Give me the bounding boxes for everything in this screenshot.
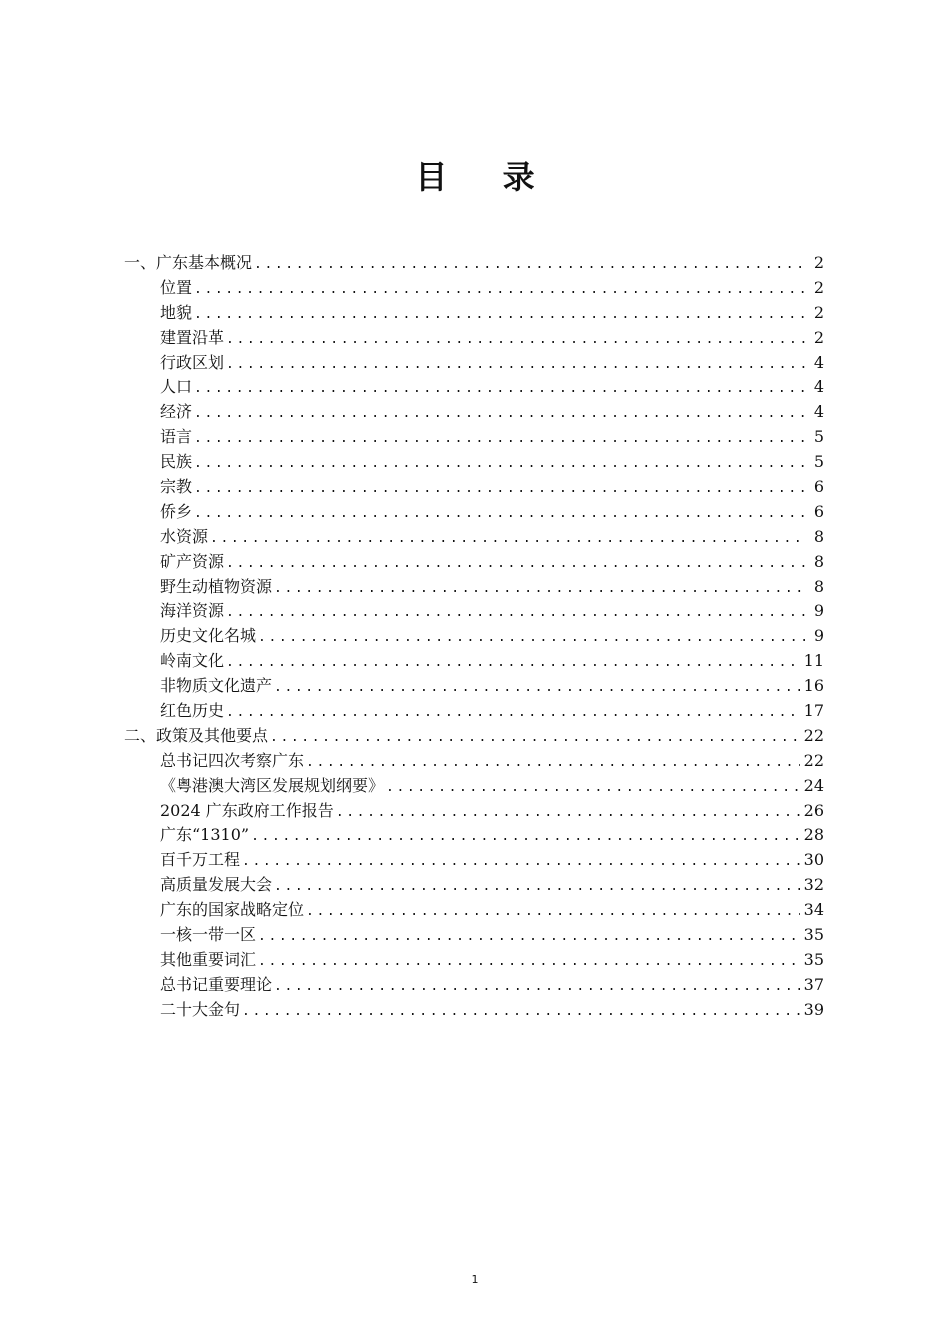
toc-dot-leader [306, 751, 800, 776]
toc-entry[interactable] [124, 500, 824, 525]
page-title: 目 录 [415, 158, 557, 196]
toc-entry-label: 其他重要词汇 [160, 949, 257, 969]
toc-entry[interactable] [124, 873, 824, 898]
toc-entry-label: 总书记四次考察广东 [160, 750, 305, 770]
toc-entry[interactable] [124, 799, 824, 824]
toc-entry-label: 百千万工程 [160, 850, 241, 870]
toc-entry-page: 4 [813, 402, 824, 422]
toc-entry-page: 2 [813, 302, 824, 322]
toc-dot-leader [194, 427, 806, 452]
page-number: 1 [471, 1273, 479, 1286]
toc-dot-leader [258, 626, 806, 651]
toc-entry-label: 海洋资源 [160, 601, 225, 621]
toc-entry[interactable] [124, 400, 824, 425]
toc-entry-label: 行政区划 [160, 352, 225, 372]
toc-entry-label: 二十大金句 [160, 999, 241, 1019]
toc-entry-label: 广东“1310” [160, 825, 250, 845]
toc-entry-page: 24 [803, 775, 824, 795]
toc-entry-page: 22 [803, 750, 824, 770]
toc-dot-leader [258, 925, 800, 950]
toc-entry-page: 17 [803, 701, 824, 721]
toc-entry[interactable] [124, 450, 824, 475]
toc-dot-leader [306, 900, 800, 925]
toc-entry[interactable] [124, 525, 824, 550]
toc-entry-label: 侨乡 [160, 501, 193, 521]
toc-dot-leader [274, 975, 800, 1000]
toc-entry-page: 34 [803, 900, 824, 920]
toc-dot-leader [258, 950, 800, 975]
toc-entry[interactable] [124, 674, 824, 699]
toc-entry-label: 野生动植物资源 [160, 576, 273, 596]
toc-dot-leader [210, 527, 806, 552]
toc-entry[interactable] [124, 898, 824, 923]
toc-entry-label: 人口 [160, 377, 193, 397]
toc-dot-leader [194, 402, 806, 427]
toc-entry-label: 历史文化名城 [160, 626, 257, 646]
toc-entry-page: 8 [813, 551, 824, 571]
toc-entry-page: 28 [803, 825, 824, 845]
toc-entry[interactable] [124, 326, 824, 351]
toc-entry-page: 4 [813, 377, 824, 397]
toc-entry-label: 一、广东基本概况 [124, 253, 253, 272]
toc-dot-leader [226, 701, 800, 726]
toc-entry[interactable] [124, 973, 824, 998]
toc-dot-leader [386, 776, 800, 801]
toc-entry[interactable] [124, 774, 824, 799]
toc-dot-leader [336, 801, 800, 826]
toc-entry-label: 民族 [160, 452, 193, 472]
toc-entry-label: 水资源 [160, 526, 209, 546]
toc-entry-label: 非物质文化遗产 [160, 676, 273, 696]
toc-entry-page: 11 [803, 651, 824, 671]
toc-entry-page: 2 [813, 277, 824, 297]
toc-dot-leader [194, 477, 806, 502]
toc-entry-label: 《粤港澳大湾区发展规划纲要》 [160, 775, 385, 795]
toc-entry-page: 2 [813, 327, 824, 347]
toc-entry[interactable] [124, 475, 824, 500]
toc-entry[interactable] [124, 425, 824, 450]
toc-entry-page: 39 [803, 999, 824, 1019]
toc-dot-leader [226, 353, 806, 378]
toc-entry[interactable] [124, 351, 824, 376]
toc-entry-label: 地貌 [160, 302, 193, 322]
table-of-contents [124, 251, 824, 1023]
toc-dot-leader [194, 502, 806, 527]
toc-entry[interactable] [124, 749, 824, 774]
toc-entry[interactable] [124, 649, 824, 674]
toc-dot-leader [251, 825, 800, 850]
toc-entry-label: 高质量发展大会 [160, 875, 273, 895]
toc-entry[interactable] [124, 699, 824, 724]
toc-entry-label: 二、政策及其他要点 [124, 725, 269, 745]
toc-entry[interactable] [124, 724, 824, 749]
toc-entry-label: 矿产资源 [160, 551, 225, 571]
toc-entry-label: 一核一带一区 [160, 925, 257, 945]
toc-entry[interactable] [124, 301, 824, 326]
toc-entry-page: 2 [813, 253, 824, 272]
toc-entry-page: 4 [813, 352, 824, 372]
toc-entry-label: 广东的国家战略定位 [160, 900, 305, 920]
toc-entry[interactable] [124, 251, 824, 276]
toc-dot-leader [274, 676, 800, 701]
toc-dot-leader [194, 278, 806, 303]
toc-entry[interactable] [124, 276, 824, 301]
toc-entry[interactable] [124, 375, 824, 400]
toc-dot-leader [242, 850, 800, 875]
toc-entry-page: 6 [813, 477, 824, 497]
toc-entry-label: 总书记重要理论 [160, 974, 273, 994]
toc-entry[interactable] [124, 575, 824, 600]
toc-entry-page: 8 [813, 526, 824, 546]
toc-dot-leader [274, 577, 806, 602]
toc-entry-label: 建置沿革 [160, 327, 225, 347]
toc-entry-page: 22 [803, 725, 824, 745]
toc-entry-label: 宗教 [160, 477, 193, 497]
toc-dot-leader [194, 452, 806, 477]
toc-entry-label: 红色历史 [160, 701, 225, 721]
toc-entry-page: 6 [813, 501, 824, 521]
toc-dot-leader [226, 552, 806, 577]
toc-entry-label: 语言 [160, 427, 193, 447]
toc-entry-page: 5 [813, 452, 824, 472]
toc-dot-leader [274, 875, 800, 900]
toc-entry-page: 35 [803, 925, 824, 945]
toc-entry-label: 岭南文化 [160, 651, 225, 671]
toc-dot-leader [242, 1000, 800, 1025]
toc-entry-label: 经济 [160, 402, 193, 422]
toc-entry-page: 35 [803, 949, 824, 969]
toc-dot-leader [226, 601, 806, 626]
toc-entry[interactable] [124, 998, 824, 1023]
toc-entry-page: 8 [813, 576, 824, 596]
toc-entry[interactable] [124, 624, 824, 649]
toc-entry-label: 2024 广东政府工作报告 [160, 800, 334, 820]
toc-entry-label: 位置 [160, 277, 193, 297]
toc-entry[interactable] [124, 550, 824, 575]
toc-dot-leader [194, 377, 806, 402]
toc-entry[interactable] [124, 923, 824, 948]
toc-dot-leader [254, 253, 806, 278]
toc-entry-page: 9 [813, 601, 824, 621]
toc-dot-leader [270, 726, 800, 751]
toc-entry-page: 26 [803, 800, 824, 820]
toc-entry-page: 16 [803, 676, 824, 696]
toc-entry-page: 9 [813, 626, 824, 646]
toc-entry-page: 32 [803, 875, 824, 895]
toc-entry[interactable] [124, 848, 824, 873]
toc-entry-page: 30 [803, 850, 824, 870]
toc-dot-leader [226, 651, 800, 676]
toc-entry-page: 37 [803, 974, 824, 994]
toc-entry-page: 5 [813, 427, 824, 447]
toc-entry[interactable] [124, 599, 824, 624]
toc-dot-leader [194, 303, 806, 328]
toc-dot-leader [226, 328, 806, 353]
toc-entry[interactable] [124, 948, 824, 973]
toc-entry[interactable] [124, 823, 824, 848]
